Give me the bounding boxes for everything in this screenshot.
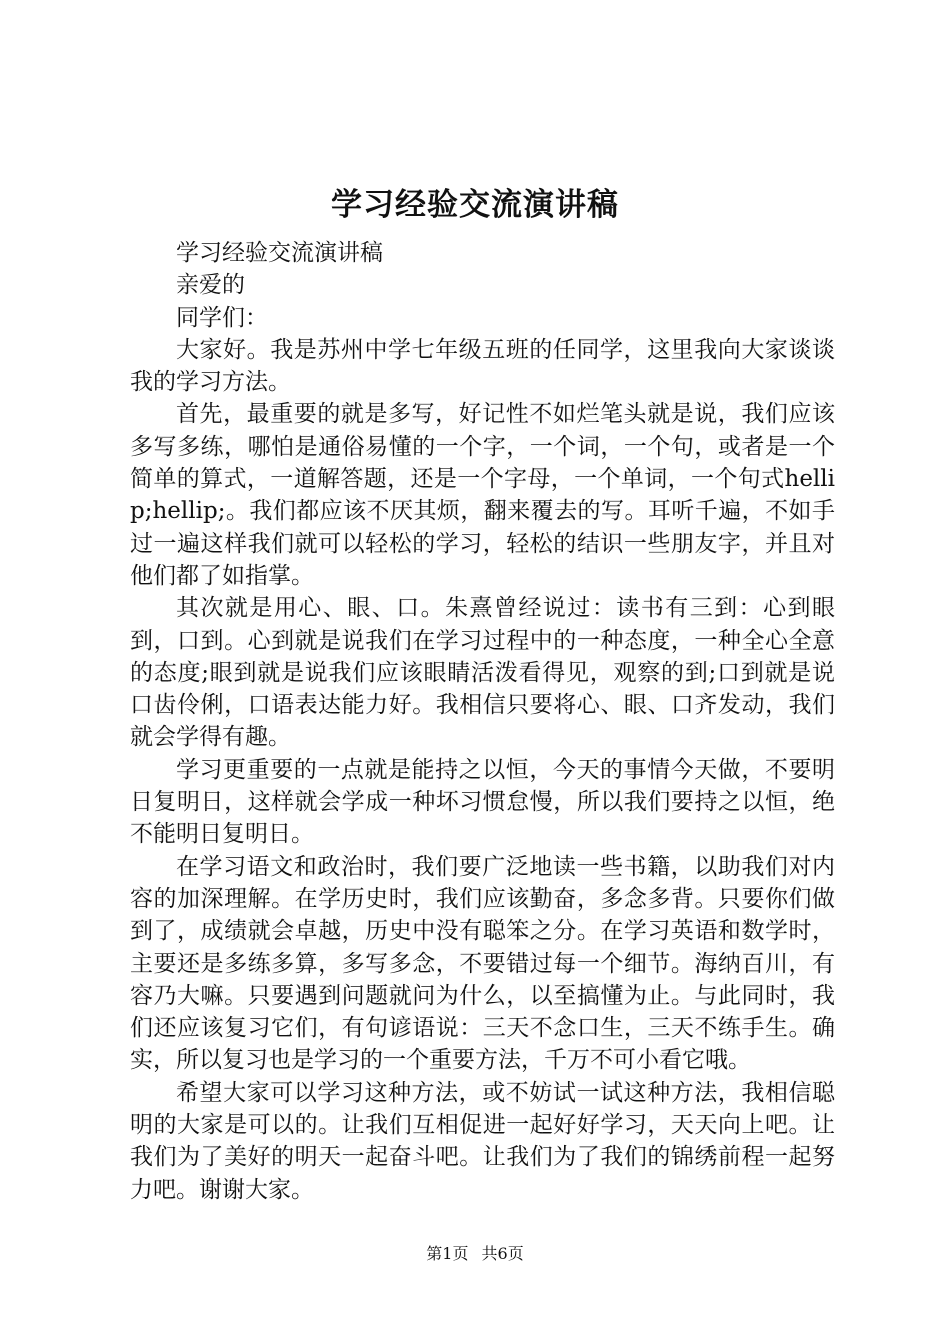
paragraph-salutation: 亲爱的 <box>176 272 245 299</box>
page-total: 共6页 <box>481 1244 524 1263</box>
document-body <box>130 237 835 1206</box>
document-title: 学习经验交流演讲稿 <box>331 187 619 223</box>
paragraph-persistence: 学习更重要的一点就是能持之以恒，今天的事情今天做，不要明日复明日，这样就会学成一种坏习惯怠慢，所以我们要持之以恒，绝不能明日复明日。 <box>130 756 835 848</box>
page-number: 第1页 <box>426 1244 469 1263</box>
paragraph-heart-eye-mouth: 其次就是用心、眼、口。朱熹曾经说过：读书有三到：心到眼到，口到。心到就是说我们在学习过程中的一种态度，一种全心全意的态度;眼到就是说我们应该眼睛活泼看得见，观察的到;口到就是说口齿伶俐，口语表达能力好。我相信只要将心、眼、口齐发动，我们就会学得有趣。 <box>130 595 835 751</box>
paragraph-closing: 希望大家可以学习这种方法，或不妨试一试这种方法，我相信聪明的大家是可以的。让我们互相促进一起好好学习，天天向上吧。让我们为了美好的明天一起奋斗吧。让我们为了我们的锦绣前程一起努力吧。谢谢大家。 <box>130 1079 835 1203</box>
paragraph-heading-repeat: 学习经验交流演讲稿 <box>176 240 383 266</box>
paragraph-write-more: 首先，最重要的就是多写，好记性不如烂笔头就是说，我们应该多写多练，哪怕是通俗易懂的一个字，一个词，一个句，或者是一个简单的算式，一道解答题，还是一个字母，一个单词，一个句式hellip;hellip;。我们都应该不厌其烦，翻来覆去的写。耳听千遍，不如手过一遍这样我们就可以轻松的学习，轻松的结识一些朋友字，并且对他们都了如指掌。 <box>130 401 835 589</box>
paragraph-subjects: 在学习语文和政治时，我们要广泛地读一些书籍，以助我们对内容的加深理解。在学历史时，我们应该勤奋，多念多背。只要你们做到了，成绩就会卓越，历史中没有聪笨之分。在学习英语和数学时，主要还是多练多算，多写多念，不要错过每一个细节。海纳百川，有容乃大嘛。只要遇到问题就问为什么，以至搞懂为止。与此同时，我们还应该复习它们，有句谚语说：三天不念口生，三天不练手生。确实，所以复习也是学习的一个重要方法，千万不可小看它哦。 <box>130 853 835 1074</box>
paragraph-audience: 同学们： <box>176 304 268 331</box>
page-footer <box>0 1242 950 1266</box>
paragraph-introduction: 大家好。我是苏州中学七年级五班的任同学，这里我向大家谈谈我的学习方法。 <box>130 336 835 396</box>
